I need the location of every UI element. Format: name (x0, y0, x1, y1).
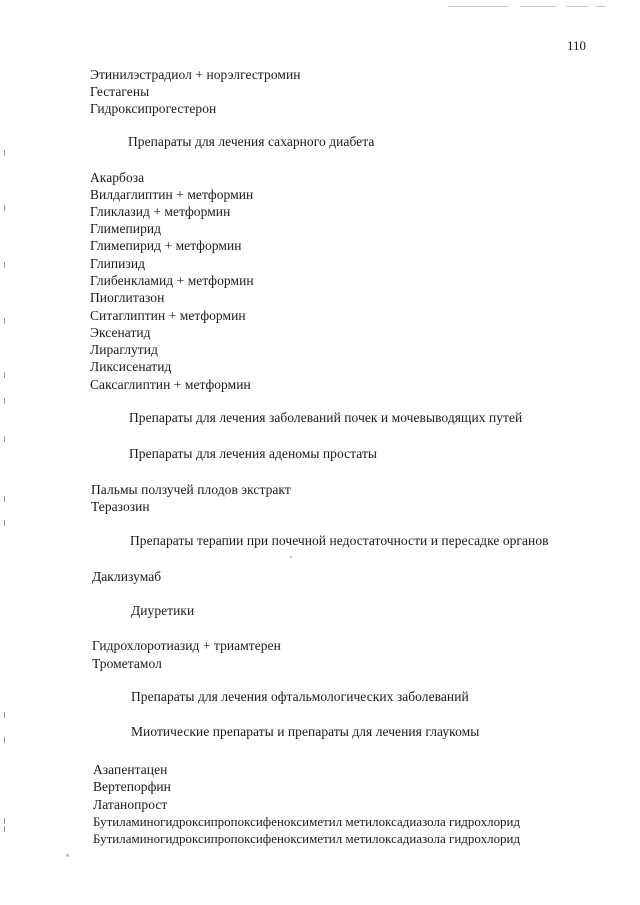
scan-mark (4, 520, 5, 526)
scan-mark (4, 496, 5, 502)
list-item: Гидроксипрогестерон (90, 101, 217, 116)
list-item: Пальмы ползучей плодов экстракт (91, 482, 291, 497)
section-heading: Препараты для лечения аденомы простаты (129, 446, 378, 461)
section-heading: Препараты для лечения сахарного диабета (128, 134, 375, 149)
list-item: Латанопрост (93, 797, 168, 812)
scan-rule (596, 6, 606, 7)
list-item: Ситаглиптин + метформин (90, 308, 246, 323)
scan-rule (448, 6, 508, 7)
section-heading: Диуретики (131, 603, 195, 618)
list-item: Даклизумаб (92, 569, 162, 584)
list-item: Вертепорфин (93, 779, 171, 794)
list-item: Глимепирид + метформин (90, 238, 242, 253)
section-heading: Препараты терапии при почечной недостаточности и пересадке органов (130, 533, 549, 548)
list-item: Трометамол (92, 656, 162, 671)
list-item: Саксаглиптин + метформин (90, 377, 251, 392)
scan-mark (4, 826, 5, 832)
section-heading: Препараты для лечения заболеваний почек и мочевыводящих путей (129, 410, 523, 425)
scan-mark (4, 150, 5, 156)
list-item: Глибенкламид + метформин (90, 273, 254, 288)
scan-mark (4, 372, 5, 378)
scan-mark (4, 818, 5, 824)
list-item: Глипизид (90, 256, 146, 271)
list-item: Ликсисенатид (90, 359, 172, 374)
list-item: Гидрохлоротиазид + триамтерен (92, 638, 281, 653)
scan-rule (566, 6, 588, 7)
section-heading: Миотические препараты и препараты для лечения глаукомы (131, 724, 480, 739)
scan-mark (4, 262, 5, 268)
list-item: Вилдаглиптин + метформин (90, 187, 254, 202)
scan-mark (4, 737, 5, 743)
scan-mark (4, 712, 5, 718)
list-item: Теразозин (91, 499, 150, 514)
list-item: Этинилэстрадиол + норэлгестромин (90, 67, 301, 82)
page-number: 110 (567, 38, 587, 53)
list-item: Азапентацен (93, 762, 168, 777)
scan-mark (4, 205, 5, 211)
scan-mark (4, 398, 5, 404)
scan-mark (66, 854, 69, 857)
scan-mark (4, 436, 5, 442)
list-item: Глимепирид (90, 221, 162, 236)
list-item: Бутиламиногидроксипропоксифеноксиметил метилоксадиазола гидрохлорид (93, 832, 521, 846)
scan-rule (520, 6, 556, 7)
list-item: Акарбоза (90, 170, 145, 185)
list-item: Пиоглитазон (90, 290, 165, 305)
list-item: Эксенатид (90, 325, 151, 340)
list-item: Лираглутид (90, 342, 158, 357)
section-heading: Препараты для лечения офтальмологических заболеваний (131, 689, 469, 704)
scan-mark (4, 318, 5, 324)
list-item: Гликлазид + метформин (90, 204, 231, 219)
scan-mark (290, 556, 292, 558)
list-item: Гестагены (90, 84, 150, 99)
list-item: Бутиламиногидроксипропоксифеноксиметил метилоксадиазола гидрохлорид (93, 815, 521, 829)
